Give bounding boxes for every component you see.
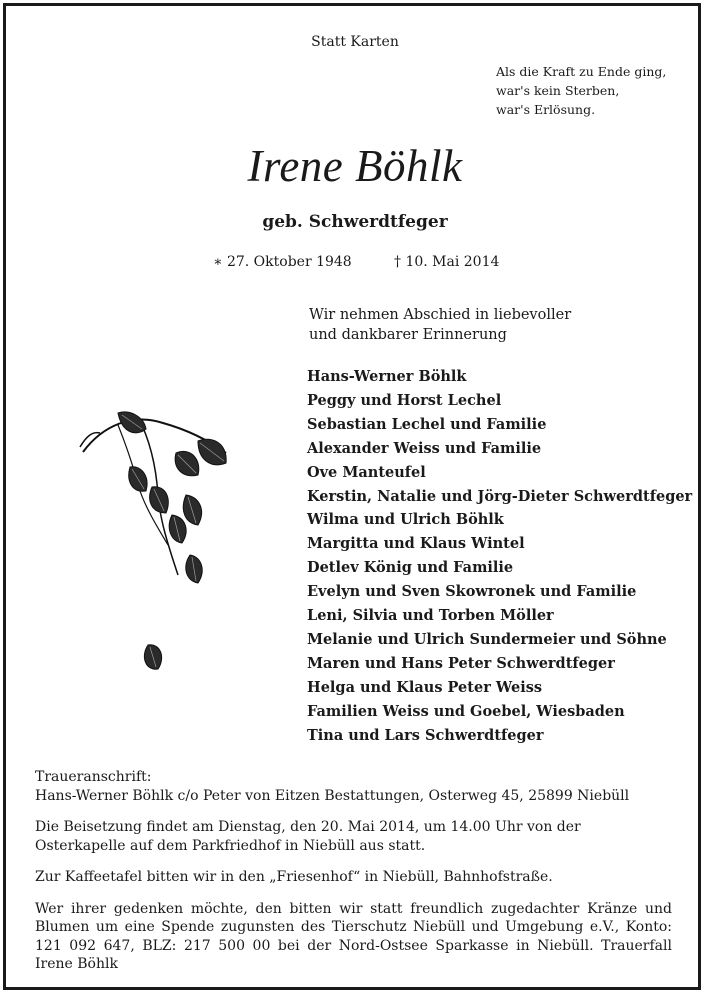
birch-branch-illustration: [78, 405, 238, 705]
mourner-name: Alexander Weiss und Familie: [307, 439, 542, 457]
mourner-name: Evelyn und Sven Skowronek und Familie: [307, 583, 637, 601]
mourner-name: Leni, Silvia und Torben Möller: [307, 607, 554, 625]
motto-line: Als die Kraft zu Ende ging,: [496, 64, 667, 79]
mourner-name: Peggy und Horst Lechel: [307, 391, 502, 409]
deceased-name: Irene Böhlk: [247, 141, 463, 191]
header-label: Statt Karten: [311, 34, 399, 50]
mourner-name: Margitta und Klaus Wintel: [307, 535, 525, 553]
mourner-name: Tina und Lars Schwerdtfeger: [307, 726, 544, 744]
mourner-name: Ove Manteufel: [307, 463, 426, 481]
mourner-name: Hans-Werner Böhlk: [307, 368, 467, 385]
mourners-list: [307, 365, 692, 748]
address-text: Hans-Werner Böhlk c/o Peter von Eitzen Bestattungen, Osterweg 45, 25899 Niebüll: [35, 787, 630, 804]
mourner-name: Familien Weiss und Goebel, Wiesbaden: [307, 702, 625, 720]
motto-quote: [496, 62, 666, 119]
motto-line: war's Erlösung.: [496, 102, 596, 117]
mourner-name: Kerstin, Natalie und Jörg-Dieter Schwerdtfeger: [307, 487, 693, 505]
mourner-name: Helga und Klaus Peter Weiss: [307, 678, 543, 696]
farewell-text: [309, 305, 571, 345]
farewell-line: Wir nehmen Abschied in liebevoller: [309, 307, 572, 323]
birth-date: ∗ 27. Oktober 1948: [213, 254, 352, 270]
mourner-name: Wilma und Ulrich Böhlk: [307, 511, 504, 529]
death-date: † 10. Mai 2014: [394, 254, 500, 270]
coffee-text: Zur Kaffeetafel bitten wir in den „Friesenhof“ in Niebüll, Bahnhofstraße.: [35, 869, 553, 885]
motto-line: war's kein Sterben,: [496, 83, 620, 98]
birth-name: geb. Schwerdtfeger: [262, 212, 448, 232]
burial-text: Die Beisetzung findet am Dienstag, den 20. Mai 2014, um 14.00 Uhr von der Osterkapelle auf dem Parkfriedhof in Niebüll aus statt.: [35, 819, 581, 854]
mourner-name: Sebastian Lechel und Familie: [307, 415, 547, 433]
farewell-line: und dankbarer Erinnerung: [309, 327, 507, 343]
mourner-name: Detlev König und Familie: [307, 559, 514, 577]
footer-info: [35, 768, 672, 974]
address-label: Traueranschrift:: [35, 769, 152, 785]
mourner-name: Melanie und Ulrich Sundermeier und Söhne: [307, 630, 667, 648]
donation-text: Wer ihrer gedenken möchte, den bitten wir statt freundlich zugedachter Kränze und Blumen um eine Spende zugunsten des Tierschutz Niebüll und Umgebung e.V., Konto: 121 092 647, BLZ: 217 500 00 bei der Nord-Ostsee Sparkasse in Niebüll. Trauerfall Irene Böhlk: [35, 900, 672, 972]
mourner-name: Maren und Hans Peter Schwerdtfeger: [307, 654, 615, 672]
